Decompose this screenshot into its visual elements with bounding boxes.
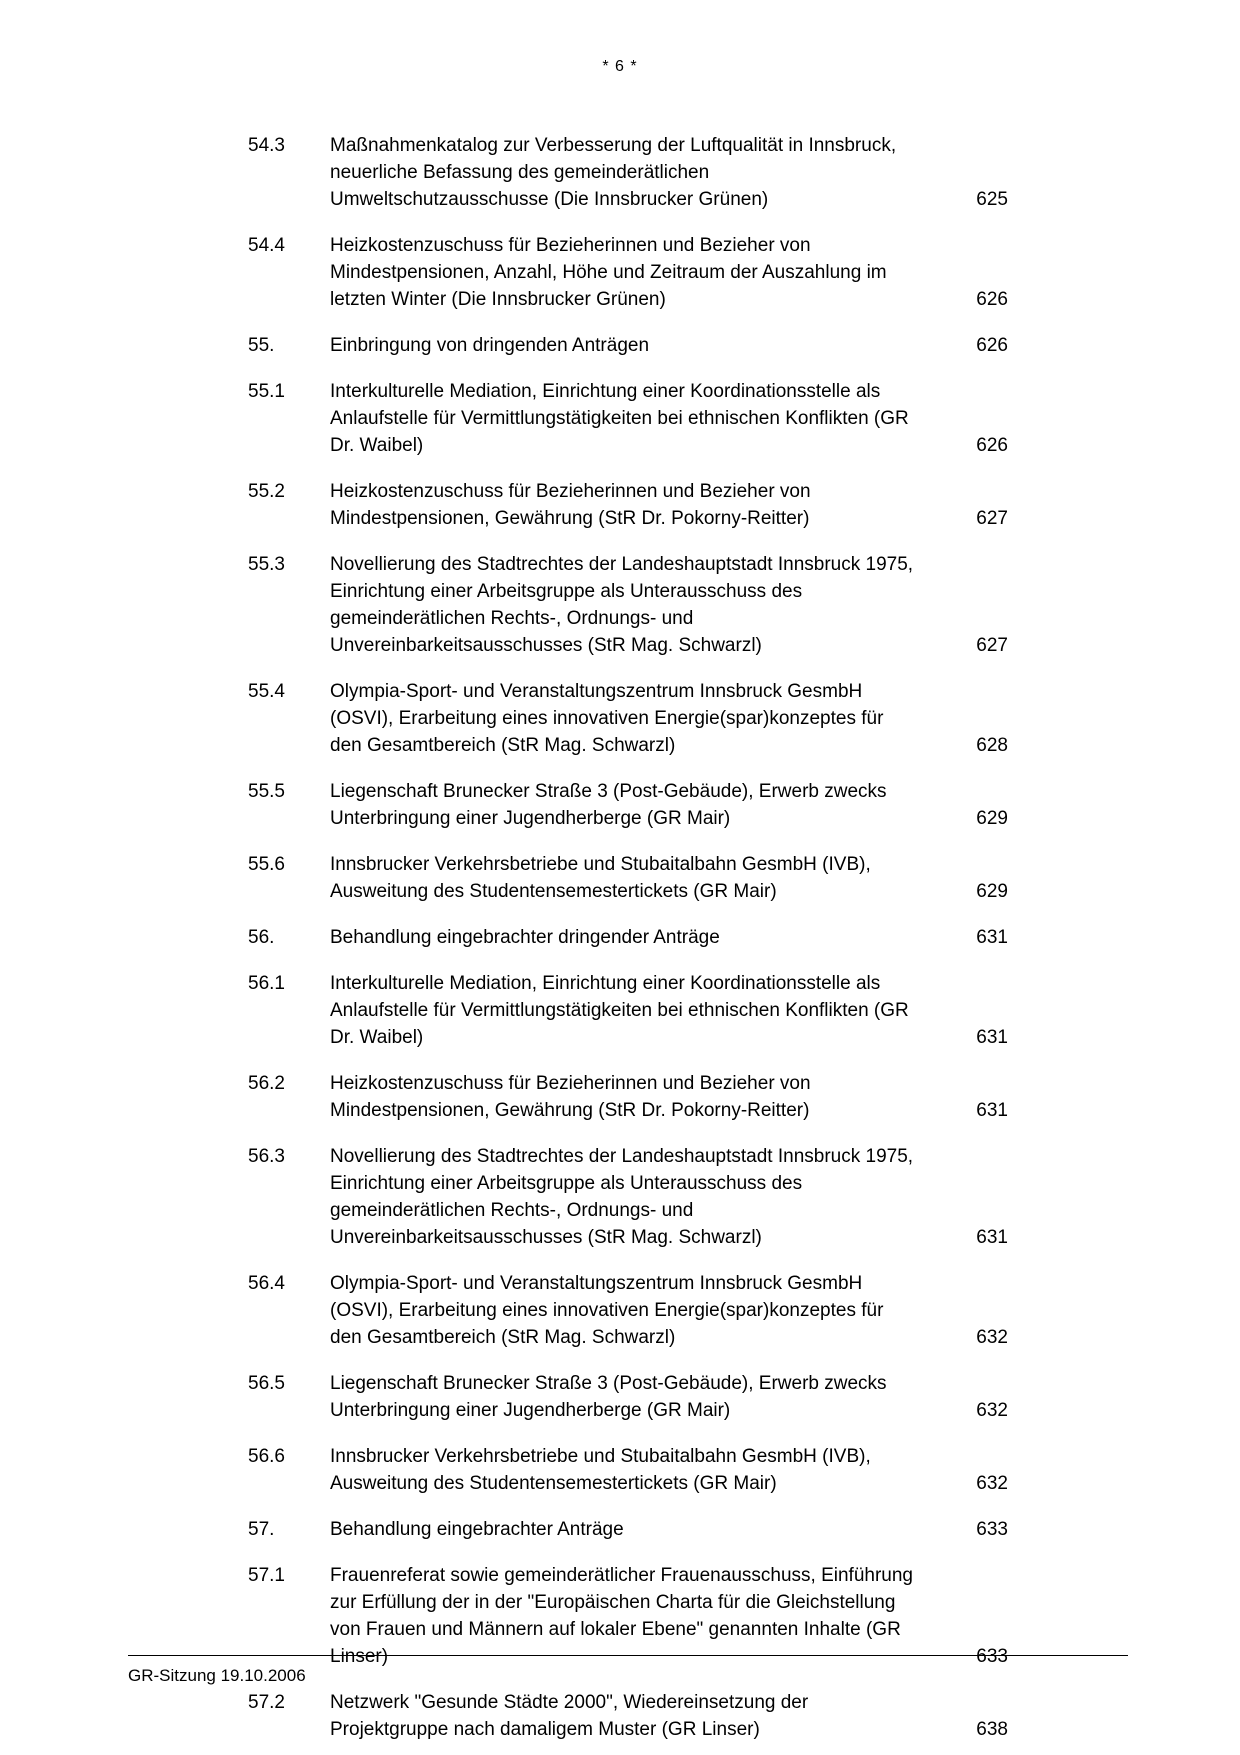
toc-entry-title: Novellierung des Stadtrechtes der Landeshauptstadt Innsbruck 1975, Einrichtung einer Arbeitsgruppe als Unterausschuss des gemeinderätlichen Rechts-, Ordnungs- und Unvereinbarkeitsausschusses (StR Mag. Schwarzl) <box>330 554 914 656</box>
toc-entry <box>248 232 1008 313</box>
toc-entry <box>248 1689 1008 1743</box>
toc-entry-page: 628 <box>976 735 1008 756</box>
toc-entry <box>248 1270 1008 1351</box>
toc-entry-title: Frauenreferat sowie gemeinderätlicher Frauenausschuss, Einführung zur Erfüllung der in der "Europäischen Charta für die Gleichstellung von Frauen und Männern auf lokaler Ebene" genannten Inhalte (GR Linser) <box>330 1565 913 1667</box>
toc-entry-title: Olympia-Sport- und Veranstaltungszentrum Innsbruck GesmbH (OSVI), Erarbeitung eines innovativen Energie(spar)konzeptes für den Gesamtbereich (StR Mag. Schwarzl) <box>330 1273 884 1348</box>
toc-entry <box>248 1516 1008 1543</box>
toc-entry <box>248 1143 1008 1251</box>
toc-entry-number: 56.1 <box>248 973 285 994</box>
toc-entry-title: Behandlung eingebrachter dringender Anträge <box>330 927 720 948</box>
toc-entry-page: 631 <box>976 1027 1008 1048</box>
toc-entry-page: 632 <box>976 1473 1008 1494</box>
toc-entry-page: 626 <box>976 289 1008 310</box>
toc-entry-title: Liegenschaft Brunecker Straße 3 (Post-Gebäude), Erwerb zwecks Unterbringung einer Jugendherberge (GR Mair) <box>330 1373 887 1421</box>
toc-entry-number: 54.3 <box>248 135 285 156</box>
toc-entry-page: 632 <box>976 1327 1008 1348</box>
toc-entry <box>248 924 1008 951</box>
page-footer <box>128 1655 1128 1687</box>
footer-label: GR-Sitzung 19.10.2006 <box>128 1666 306 1685</box>
toc-entry-title: Heizkostenzuschuss für Bezieherinnen und Bezieher von Mindestpensionen, Gewährung (StR Dr. Pokorny-Reitter) <box>330 481 811 529</box>
toc-entry-page: 631 <box>976 1100 1008 1121</box>
toc-entry-number: 56.2 <box>248 1073 285 1094</box>
toc-entry-page: 638 <box>976 1719 1008 1740</box>
toc-entry-page: 632 <box>976 1400 1008 1421</box>
toc-entry-number: 55.4 <box>248 681 285 702</box>
toc-entry-number: 56.5 <box>248 1373 285 1394</box>
toc-entry-title: Novellierung des Stadtrechtes der Landeshauptstadt Innsbruck 1975, Einrichtung einer Arbeitsgruppe als Unterausschuss des gemeinderätlichen Rechts-, Ordnungs- und Unvereinbarkeitsausschusses (StR Mag. Schwarzl) <box>330 1146 914 1248</box>
toc-entry <box>248 478 1008 532</box>
toc-entry-page: 633 <box>976 1646 1008 1667</box>
toc-entry-title: Olympia-Sport- und Veranstaltungszentrum Innsbruck GesmbH (OSVI), Erarbeitung eines innovativen Energie(spar)konzeptes für den Gesamtbereich (StR Mag. Schwarzl) <box>330 681 884 756</box>
toc-entry-page: 627 <box>976 508 1008 529</box>
toc-entry <box>248 551 1008 659</box>
toc-entry-number: 56.6 <box>248 1446 285 1467</box>
toc-entry-page: 626 <box>976 435 1008 456</box>
toc-entry <box>248 678 1008 759</box>
toc-entry-number: 55.5 <box>248 781 285 802</box>
toc-entry <box>248 332 1008 359</box>
toc-entry-page: 626 <box>976 335 1008 356</box>
toc-entry-number: 55.3 <box>248 554 285 575</box>
toc-entry <box>248 1370 1008 1424</box>
toc-entry-number: 56.4 <box>248 1273 285 1294</box>
toc-entry <box>248 378 1008 459</box>
table-of-contents <box>120 132 1120 1743</box>
toc-entry-title: Heizkostenzuschuss für Bezieherinnen und Bezieher von Mindestpensionen, Gewährung (StR Dr. Pokorny-Reitter) <box>330 1073 811 1121</box>
toc-entry-title: Netzwerk "Gesunde Städte 2000", Wiedereinsetzung der Projektgruppe nach damaligem Muster (GR Linser) <box>330 1692 809 1740</box>
page-number-marker: * 6 * <box>602 58 638 75</box>
toc-entry-page: 631 <box>976 1227 1008 1248</box>
toc-entry-title: Maßnahmenkatalog zur Verbesserung der Luftqualität in Innsbruck, neuerliche Befassung des gemeinderätlichen Umweltschutzausschusse (Die Innsbrucker Grünen) <box>330 135 897 210</box>
toc-entry-number: 56. <box>248 927 275 948</box>
toc-entry-page: 633 <box>976 1519 1008 1540</box>
toc-entry-number: 55.1 <box>248 381 285 402</box>
toc-entry <box>248 1443 1008 1497</box>
toc-entry <box>248 851 1008 905</box>
toc-entry-page: 631 <box>976 927 1008 948</box>
toc-entry-number: 57. <box>248 1519 275 1540</box>
toc-entry <box>248 1070 1008 1124</box>
toc-entry-number: 57.2 <box>248 1692 285 1713</box>
toc-entry-number: 55.6 <box>248 854 285 875</box>
toc-entry-page: 629 <box>976 808 1008 829</box>
toc-entry-title: Interkulturelle Mediation, Einrichtung einer Koordinationsstelle als Anlaufstelle für Vermittlungstätigkeiten bei ethnischen Konflikten (GR Dr. Waibel) <box>330 973 909 1048</box>
toc-entry-page: 627 <box>976 635 1008 656</box>
toc-entry <box>248 132 1008 213</box>
toc-entry-title: Behandlung eingebrachter Anträge <box>330 1519 624 1540</box>
toc-entry-page: 629 <box>976 881 1008 902</box>
toc-entry-number: 54.4 <box>248 235 285 256</box>
toc-entry-number: 57.1 <box>248 1565 285 1586</box>
toc-entry-title: Liegenschaft Brunecker Straße 3 (Post-Gebäude), Erwerb zwecks Unterbringung einer Jugendherberge (GR Mair) <box>330 781 887 829</box>
toc-entry-title: Innsbrucker Verkehrsbetriebe und Stubaitalbahn GesmbH (IVB), Ausweitung des Studentensemestertickets (GR Mair) <box>330 854 871 902</box>
toc-entry-title: Einbringung von dringenden Anträgen <box>330 335 650 356</box>
toc-entry <box>248 778 1008 832</box>
toc-entry-number: 56.3 <box>248 1146 285 1167</box>
footer-divider <box>128 1655 1128 1656</box>
toc-entry-page: 625 <box>976 189 1008 210</box>
toc-entry-number: 55. <box>248 335 275 356</box>
toc-entry <box>248 1562 1008 1670</box>
toc-entry-title: Heizkostenzuschuss für Bezieherinnen und Bezieher von Mindestpensionen, Anzahl, Höhe und Zeitraum der Auszahlung im letzten Winter (Die Innsbrucker Grünen) <box>330 235 887 310</box>
toc-entry-title: Innsbrucker Verkehrsbetriebe und Stubaitalbahn GesmbH (IVB), Ausweitung des Studentensemestertickets (GR Mair) <box>330 1446 871 1494</box>
toc-entry-number: 55.2 <box>248 481 285 502</box>
toc-entry-title: Interkulturelle Mediation, Einrichtung einer Koordinationsstelle als Anlaufstelle für Vermittlungstätigkeiten bei ethnischen Konflikten (GR Dr. Waibel) <box>330 381 909 456</box>
toc-entry <box>248 970 1008 1051</box>
